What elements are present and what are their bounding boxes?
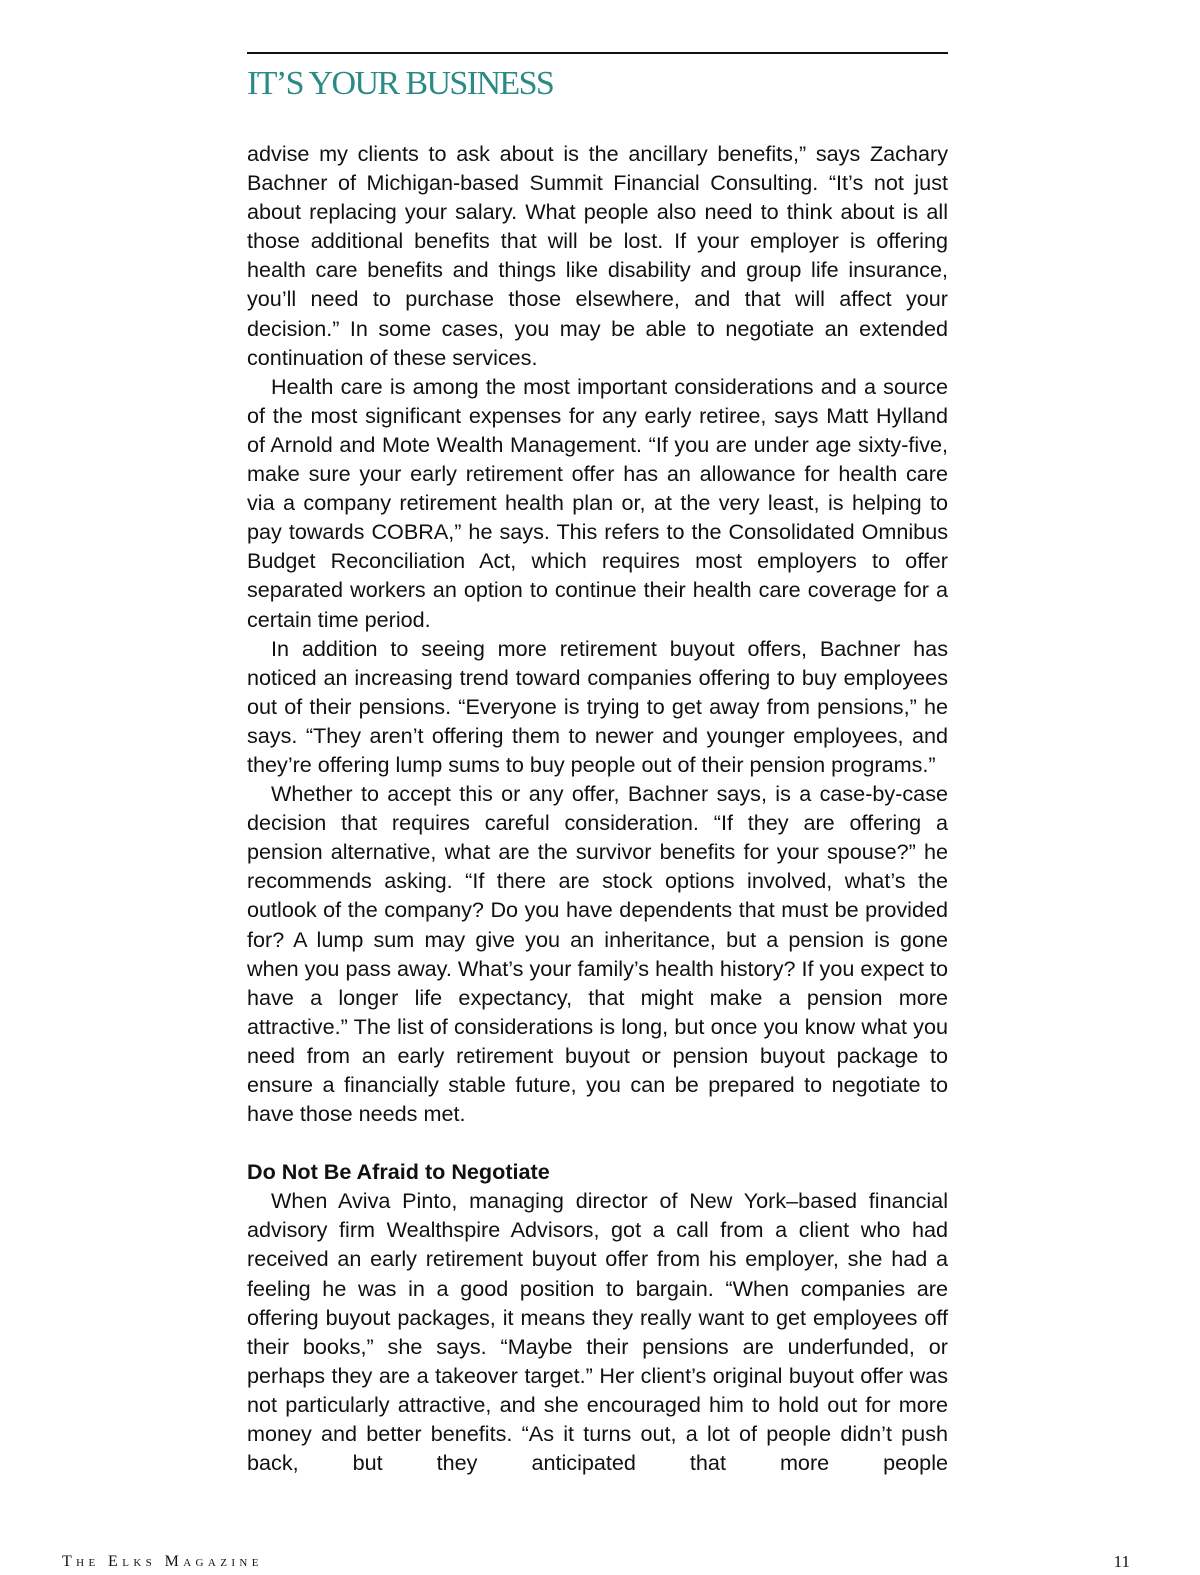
paragraph-continued: advise my clients to ask about is the ancillary benefits,” says Zachary Bachner of Michigan-based Summit Financial Consulting. “It’s not just about replacing your salary. What people also need to think about is all those additional benefits that will be lost. If your employer is offering health care benefits and things like disability and group life insurance, you’ll need to purchase those elsewhere, and that will affect your decision.” In some cases, you may be able to negotiate an extended continuation of these services.	[247, 141, 948, 370]
footer-magazine-name: The Elks Magazine	[62, 1553, 263, 1570]
section-title: IT’S YOUR BUSINESS	[247, 65, 554, 102]
paragraph-health-care: Health care is among the most important considerations and a source of the most significant expenses for any early retiree, says Matt Hylland of Arnold and Mote Wealth Management. “If you are under age sixty-five, make sure your early retirement offer has an allowance for health care via a company retirement health plan or, at the very least, is helping to pay towards COBRA,” he says. This refers to the Consolidated Omnibus Budget Reconciliation Act, which requires most employers to offer separated workers an option to continue their health care coverage for a certain time period.	[247, 373, 948, 632]
subheading-negotiate: Do Not Be Afraid to Negotiate	[247, 1159, 550, 1185]
paragraph-aviva-pinto: When Aviva Pinto, managing director of New York–based financial advisory firm Wealthspire Advisors, got a call from a client who had received an early retirement buyout offer from his employer, she had a feeling he was in a good position to bargain. “When companies are offering buyout packages, it means they really want to get employees off their books,” she says. “Maybe their pensions are underfunded, or perhaps they are a takeover target.” Her client’s original buyout offer was not particularly attractive, and she encouraged him to hold out for more money and better benefits. “As it turns out, a lot of people didn’t push back, but they anticipated that more people	[247, 1188, 948, 1476]
paragraph-case-by-case: Whether to accept this or any offer, Bachner says, is a case-by-case decision that requires careful consideration. “If they are offering a pension alternative, what are the survivor benefits for your spouse?” he recommends asking. “If there are stock options involved, what’s the outlook of the company? Do you have dependents that must be provided for? A lump sum may give you an inheritance, but a pension is gone when you pass away. What’s your family’s health history? If you expect to have a longer life expectancy, that might make a pension more attractive.” The list of considerations is long, but once you know what you need from an early retirement buyout or pension buyout package to ensure a financially stable future, you can be prepared to negotiate to have those needs met.	[247, 781, 948, 1127]
paragraph-pension-trend: In addition to seeing more retirement buyout offers, Bachner has noticed an increasing trend toward companies offering to buy employees out of their pensions. “Everyone is trying to get away from pensions,” he says. “They aren’t offering them to newer and younger employees, and they’re offering lump sums to buy people out of their pension programs.”	[247, 635, 948, 777]
header-rule	[247, 52, 948, 54]
page-number: 11	[1113, 1552, 1130, 1571]
article-body	[247, 139, 948, 1477]
